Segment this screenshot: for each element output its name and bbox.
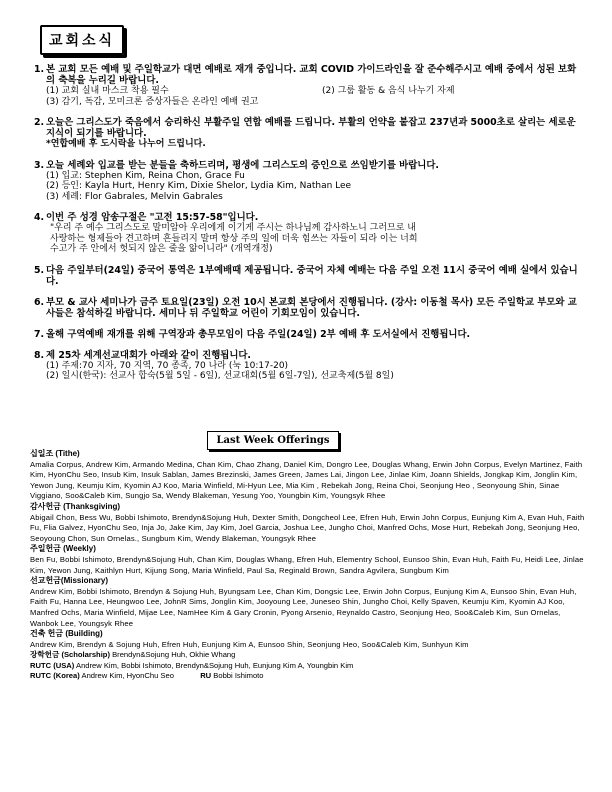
scripture-quote-line: "우리 주 예수 그리스도로 말미암아 우리에게 이기게 주시는 하나님께 감사하노니 그러므로 내: [50, 223, 416, 233]
notice-list: [34, 64, 579, 392]
notice-subitem: (2) 일시(한국): 선교사 합숙(5월 5일 - 6일), 선교대회(5월 6일-7일), 선교축제(5월 8일): [46, 371, 394, 381]
notice-text: 올해 구역예배 재개를 위해 구역장과 총무모임이 다음 주일(24일) 2부 예배 후 도서실에서 진행됩니다.: [46, 328, 471, 340]
offering-names: Abigail Chon, Bess Wu, Bobbi Ishimoto, Brendyn&Sojung Huh, Dexter Smith, Dongcheol Lee, Efren Huh, Erwin John Corpus, Eunjung Kim A, Evan Huh, Faith Fu, Flia Galvez, HyonChu Seo, Inja Jo, Jake Kim, Jay Kim, Joel Garcia, Joshua Lee, Jungho Choi, Manfred Ochs, Mose Hurt, Rebekah Jong, Seonjung Heo, Seoyoung Chon, Sun Ornelas., Sungbum Kim, Wendy Blakeman, Youngsyk Rhee: [30, 512, 585, 543]
offering-row: [30, 650, 585, 661]
offerings-heading: Last Week Offerings: [207, 431, 339, 450]
notice-number: 3.: [34, 159, 45, 171]
notice-text: 다음 주일부터(24일) 중국어 통역은 1부예배때 제공됩니다. 중국어 자체 예배는 다음 주일 오전 11시 중국어 예배 실에서 있습니다.: [46, 264, 578, 287]
notice-item: [34, 350, 579, 382]
scripture-quote-line: 수고가 주 안에서 헛되지 않은 줄을 앎이니라" (개역개정): [50, 244, 273, 254]
offering-category: 감사헌금 (Thanksgiving): [30, 501, 121, 511]
offering-names: Bobbi Ishimoto: [213, 671, 264, 681]
notice-subitem: (2) 그룹 활동 & 음식 나누기 자제: [322, 86, 455, 96]
offering-names: Amalia Corpus, Andrew Kim, Armando Medina, Chan Kim, Chao Zhang, Daniel Kim, Dongro Lee, Douglas Whang, Erwin John Corpus, Evelyn Martinez, Faith Kim, HyonChu Seo, Insub Kim, Insuk Sablan, James Brezinski, James Green, James Lai, Jingon Lee, Jinlae Kim, Joann Shields, Jongkap Kim, Jonglin Kim, Yewon Jung, Keumju Kim, Kyomin AJ Koo, Maria Winfield, Mi-Hyun Lee, Mia Kim , Rebekah Jong, Reina Choi, Seonjung Heo , Seonyoung Shin, Sinae Viggiano, Soo&Caleb Kim, Sungjo Sa, Wendy Blakeman, Yesung Yoo, Youngbin Kim, Youngsyk Rhee: [30, 459, 583, 501]
offering-names: Andrew Kim, Bobbi Ishimoto, Brendyn & Sojung Huh, Byungsam Lee, Chan Kim, Dongsic Lee, Erwin John Corpus, Eunjung Kim A, Eunsoo Shin, Evan Huh, Faith Fu, Hanna Lee, Heungwoo Lee, JohnR Sims, Jonglin Kim, Jooyoung Lee, Juneseo Shin, Jungho Choi, Kelly Spaven, Keumju Kim, Kyomin AJ Koo, Manfred Ochs, Maria Winfield, Mijae Lee, NamHee Kim & Gary Cronin, Pyong Arsenio, Reynaldo Castro, Seonjung Heo, Soo&Caleb Kim, Sun Ornelas, Wanbok Lee, Youngsyk Rhee: [30, 586, 577, 628]
offering-names: Andrew Kim, HyonChu Seo: [81, 671, 174, 681]
notice-subitem: *연합예배 후 도시락을 나누어 드립니다.: [46, 139, 206, 149]
notice-item: [34, 212, 579, 255]
offering-category: 건축 헌금 (Building): [30, 629, 103, 639]
offering-row: [30, 661, 585, 672]
offering-category: 십일조 (Tithe): [30, 449, 80, 458]
notice-subitem: (1) 주제:70 지자, 70 지역, 70 종족, 70 나라 (눅 10:17-20): [46, 360, 289, 371]
offering-names: Brendyn&Sojung Huh, Okhie Whang: [112, 650, 236, 660]
notice-text: 오늘은 그리스도가 죽음에서 승리하신 부활주일 연합 예배를 드립니다. 부활의 언약을 붙잡고 237년과 5000초로 살리는 세로운 지식이 되기를 바랍니다.: [46, 117, 576, 139]
notice-text: 오늘 세례와 입교를 받는 분들을 축하드리며, 평생에 그리스도의 증인으로 쓰임받기를 바랍니다.: [46, 159, 439, 171]
notice-number: 2.: [34, 117, 45, 128]
page-title: 교회소식: [40, 25, 124, 55]
notice-text: 제 25차 세계선교대회가 아래와 같이 진행됩니다.: [46, 349, 251, 361]
offering-category: RUTC (USA): [30, 660, 75, 670]
offering-category: RU: [200, 671, 212, 681]
notice-text: 본 교회 모든 예배 및 주일학교가 대면 예배로 재개 중입니다. 교회 COVID 가이드라인을 잘 준수해주시고 예배 중에서 성된 보화의 축복을 누리길 바랍니다.: [46, 64, 577, 86]
notice-number: 1.: [34, 64, 45, 75]
offering-category: 선교헌금(Missionary): [30, 576, 109, 586]
notice-number: 6.: [34, 296, 45, 308]
offerings-list: [30, 449, 585, 682]
notice-number: 4.: [34, 212, 45, 223]
notice-subitem: (1) 입교: Stephen Kim, Reina Chon, Grace Fu: [46, 170, 245, 181]
notice-number: 7.: [34, 328, 45, 340]
offering-row: [30, 671, 585, 682]
offering-category: 주일헌금 (Weekly): [30, 544, 96, 554]
scripture-quote-line: 사랑하는 형제들아 견고하며 흔들리지 말며 항상 주의 일에 더욱 힘쓰는 자들이 되라 이는 너희: [50, 233, 418, 244]
offering-names: Andrew Kim, Bobbi Ishimoto, Brendyn&Sojung Huh, Eunjung Kim A, Youngbin Kim: [76, 660, 354, 670]
notice-number: 8.: [34, 349, 45, 361]
notice-item: [34, 117, 579, 150]
notice-subitem: (3) 세례: Flor Gabrales, Melvin Gabrales: [46, 191, 223, 202]
notice-number: 5.: [34, 264, 45, 276]
notice-item: [34, 329, 579, 340]
notice-subitem: (3) 감기, 독감, 모미크론 증상자들은 온라인 예배 권고: [46, 96, 259, 107]
offering-category: 장학헌금 (Scholarship): [30, 650, 110, 660]
notice-item: [34, 64, 579, 107]
offering-names: Andrew Kim, Brendyn & Sojung Huh, Efren Huh, Eunjung Kim A, Eunsoo Shin, Seonjung Heo, Soo&Caleb Kim, Sunhyun Kim: [30, 639, 469, 649]
notice-item: [34, 160, 579, 203]
notice-subitem: (2) 등인: Kayla Hurt, Henry Kim, Dixie Shelor, Lydia Kim, Nathan Lee: [46, 181, 352, 191]
notice-subitem: (1) 교회 실내 마스크 착용 필수: [46, 86, 169, 96]
notice-item: [34, 297, 579, 319]
notice-text: 이번 주 성경 암송구절은 "고전 15:57-58"입니다.: [46, 212, 259, 223]
notice-item: [34, 265, 579, 287]
offering-category: RUTC (Korea): [30, 671, 80, 681]
notice-text: 부모 & 교사 세미나가 금주 토요일(23일) 오전 10시 본교회 본당에서 진행됩니다. (강사: 이동철 목사) 모든 주일학교 부모와 교사들은 참석하길 바랍니다. 세미나 뒤 주일학교 어린이 기회모임이 있습니다.: [46, 296, 577, 319]
offering-names: Ben Fu, Bobbi Ishimoto, Brendyn&Sojung Huh, Chan Kim, Douglas Whang, Efren Huh, Elementry School, Eunsoo Shin, Evan Huh, Faith Fu, Heidi Lee, Jinlae Kim, Yewon Jung, Kaithlyn Hurt, Kijung Song, Maria Winfield, Paul Sa, Reginald Brown, Sandra Agvilera, Sungbum Kim: [30, 554, 584, 575]
